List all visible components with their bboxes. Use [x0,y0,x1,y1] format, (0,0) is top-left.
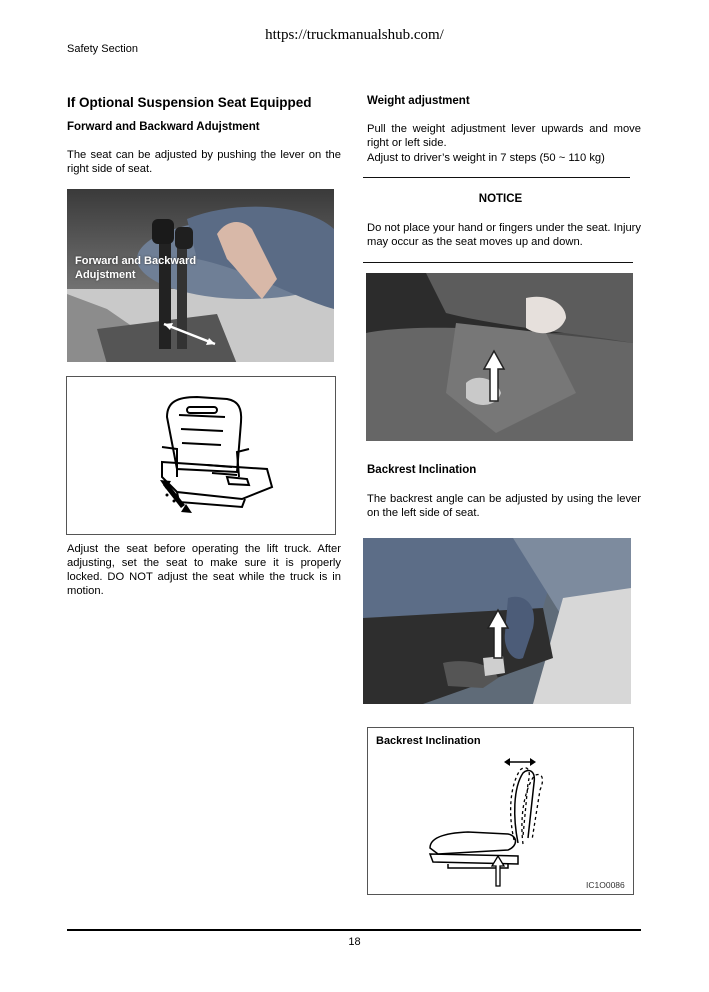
weight-steps-text: Adjust to driver’s weight in 7 steps (50 ~ 110 kg) [367,152,605,164]
backrest-heading: Backrest Inclination [367,464,477,476]
warning-text: Adjust the seat before operating the lift truck. After adjusting, set the seat to make sure it is properly locked. DO NOT adjust the seat while the truck is in motion. [67,543,341,597]
backrest-figure-title: Backrest Inclination [376,735,481,747]
weight-adjustment-heading: Weight adjustment [367,95,470,107]
notice-divider-top [363,177,630,178]
figure-code: IC1O0086 [586,880,625,890]
page-number: 18 [348,936,361,948]
backrest-lever-photo [363,538,631,704]
notice-divider-bottom [363,262,633,263]
notice-heading: NOTICE [478,193,523,205]
header-url: https://truckmanualshub.com/ [265,27,444,43]
seat-diagram [66,376,336,535]
backrest-text: The backrest angle can be adjusted by using the lever on the left side of seat. [367,493,641,519]
backrest-diagram [367,727,634,895]
footer-rule [67,929,641,931]
page-title: If Optional Suspension Seat Equipped [67,95,312,110]
photo-overlay-label: Forward and Backward Adujstment [75,255,197,281]
forward-backward-heading: Forward and Backward Adujstment [67,121,260,133]
notice-text: Do not place your hand or fingers under the seat. Injury may occur as the seat moves up and down. [367,222,641,248]
weight-adjustment-text: Pull the weight adjustment lever upwards and move right or left side. [367,123,641,149]
weight-lever-photo [366,273,633,441]
section-label: Safety Section [67,43,138,55]
forward-backward-text: The seat can be adjusted by pushing the lever on the right side of seat. [67,149,341,175]
